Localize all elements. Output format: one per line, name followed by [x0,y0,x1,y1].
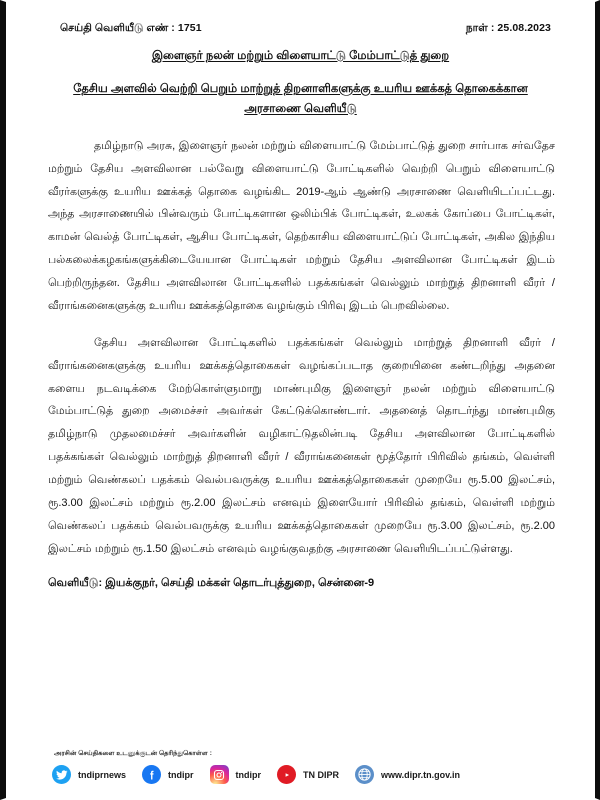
document-header [38,22,563,35]
instagram-handle: tndipr [235,769,262,780]
social-links-row [52,765,563,784]
subject-title: தேசிய அளவில் வெற்றி பெறும் மாற்றுத் திறனாளிகளுக்கு உயரிய ஊக்கத் தொகைக்கான அரசாணை வெளியீடு [73,82,528,115]
department-title: இளைஞர் நலன் மற்றும் விளையாட்டு மேம்பாட்டுத் துறை [151,50,450,62]
twitter-icon [52,765,71,784]
youtube-handle: TN DIPR [303,769,340,780]
paragraph-1: தமிழ்நாடு அரசு, இளைஞர் நலன் மற்றும் விளையாட்டு மேம்பாட்டுத் துறை சார்பாக சர்வதேச மற்றும் தேசிய அளவிலான பல்வேறு விளையாட்டு போட்டிகளில் வெற்றி பெறும் விளையாட்டு வீரர்களுக்கு உயரிய ஊக்கத் தொகை வழங்கிட 2019-ஆம் ஆண்டு அரசாணை வெளியிடப்பட்டது. அந்த அரசாணையில் பின்வரும் போட்டிகளான ஒலிம்பிக் போட்டிகள், உலகக் கோப்பை போட்டிகள், காமன் வெல்த் போட்டிகள், ஆசிய போட்டிகள், தெற்காசிய விளையாட்டுப் போட்டிகள், அகில இந்திய பல்கலைக்கழகங்களுக்கிடையேயான போட்டிகள் மற்றும் தேசிய அளவிலான போட்டிகள் இடம் பெற்றிருந்தன. தேசிய அளவிலான போட்டிகளில் பதக்கங்கள் வெல்லும் மாற்றுத் திறனாளி வீரர் / வீராங்கனைகளுக்கு உயரிய ஊக்கத்தொகை வழங்கும் பிரிவு இடம் பெறவில்லை. [48,139,555,312]
social-link-website[interactable] [355,765,460,784]
instagram-icon [210,765,229,784]
facebook-handle: tndipr [168,769,194,780]
document-body [38,135,563,744]
paragraph-2: தேசிய அளவிலான போட்டிகளில் பதக்கங்கள் வெல்லும் மாற்றுத் திறனாளி வீரர் / வீராங்கனைகளுக்கு உயரிய ஊக்கத்தொகைகள் வழங்கப்படாத குறையினை கண்டறிந்து அதனை களைய நடவடிக்கை மேற்கொள்ளுமாறு மாண்புமிகு இளைஞர் நலன் மற்றும் விளையாட்டு மேம்பாட்டுத் துறை அமைச்சர் அவர்கள் கேட்டுக்கொண்டார். அதனைத் தொடர்ந்து மாண்புமிகு தமிழ்நாடு முதலமைச்சர் அவர்களின் வழிகாட்டுதலின்படி தேசிய அளவிலான போட்டிகளில் பதக்கங்கள் வெல்லும் மாற்றுத் திறனாளி வீரர் / வீராங்கனைகள் மூத்தோர் பிரிவில் தங்கம், வெள்ளி மற்றும் வெண்கலப் பதக்கம் வெல்பவருக்கு உயரிய ஊக்கத்தொகைகள் முறையே ரூ.5.00 இலட்சம், ரூ.3.00 இலட்சம் மற்றும் ரூ.2.00 இலட்சம் எனவும் இளையோர் பிரிவில் தங்கம், வெள்ளி மற்றும் வெண்கலப் பதக்கம் வெல்பவருக்கு உயரிய ஊக்கத்தொகைகள் முறையே ரூ.3.00 இலட்சம், ரூ.2.00 இலட்சம் மற்றும் ரூ.1.50 இலட்சம் எனவும் வழங்குவதற்கு அரசாணை வெளியிடப்பட்டுள்ளது. [48,336,555,555]
social-link-youtube[interactable] [277,765,339,784]
website-url: www.dipr.tn.gov.in [381,769,461,780]
social-link-instagram[interactable] [210,765,262,784]
globe-icon [355,765,374,784]
facebook-icon [142,765,161,784]
document-footer [38,744,563,788]
release-number: செய்தி வெளியீடு எண் : 1751 [60,22,202,34]
release-date: நாள் : 25.08.2023 [465,22,551,34]
document-sheet [6,2,595,798]
social-link-facebook[interactable] [142,765,194,784]
youtube-icon [277,765,296,784]
twitter-handle: tndiprnews [78,769,127,780]
social-link-twitter[interactable] [52,765,126,784]
footer-note: அரசின் செய்திகளை உடனுக்குடன் தெரிந்துகொள்ள : [54,750,212,757]
issuing-authority-line: வெளியீடு: இயக்குநர், செய்தி மக்கள் தொடர்புத்துறை, சென்னை-9 [48,576,375,589]
